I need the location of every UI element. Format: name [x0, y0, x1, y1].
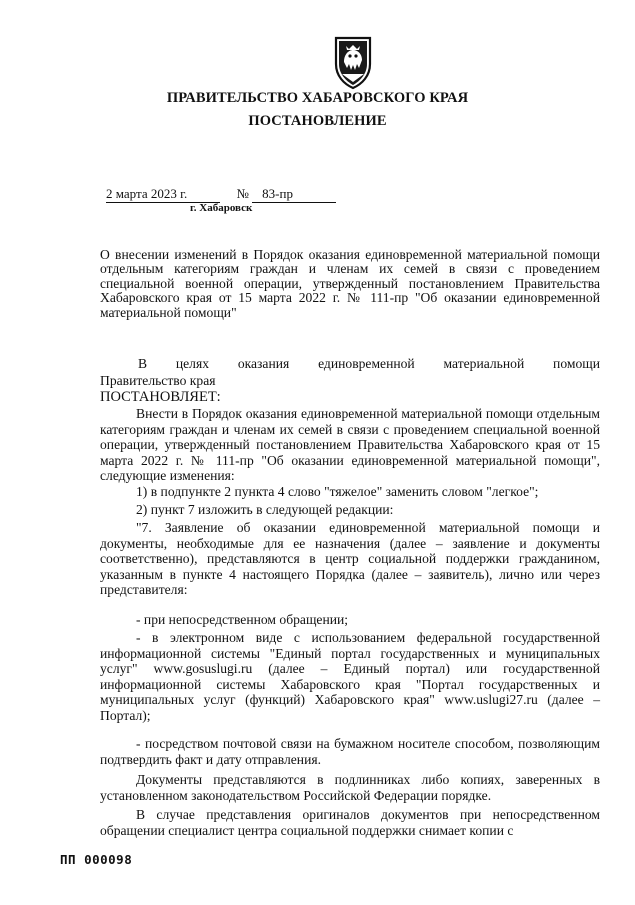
city-label: г. Хабаровск	[190, 202, 253, 214]
government-title: ПРАВИТЕЛЬСТВО ХАБАРОВСКОГО КРАЯ	[166, 90, 469, 106]
paragraph-documents: Документы представляются в подлинниках либо копиях, заверенных в установленном законодательством Российской Федерации порядке.	[100, 772, 600, 803]
date-number-row	[106, 186, 336, 203]
paragraph-item-2: 2) пункт 7 изложить в следующей редакции:	[136, 502, 394, 517]
intro-line-2: Правительство края	[100, 373, 216, 388]
document-type-title: ПОСТАНОВЛЕНИЕ	[248, 113, 387, 129]
document-subject: О внесении изменений в Порядок оказания единовременной материальной помощи отдельным категориям граждан и членам их семей в связи с проведением специальной военной операции, утвержденный постановлением Правительства Хабаровского края от 15 марта 2022 г. № 111-пр "Об оказании единовременной материальной помощи"	[100, 247, 600, 320]
form-code: ПП 000098	[60, 852, 133, 867]
paragraph-point-7: "7. Заявление об оказании единовременной материальной помощи и документы, необходимые для ее назначения (далее – заявление и документы соответственно), представляются в центр социальной поддержки гражданином, указанным в пункте 4 настоящего Порядка (далее – заявитель), лично или через представителя:	[100, 520, 600, 598]
paragraph-item-1: 1) в подпункте 2 пункта 4 слово "тяжелое" заменить словом "легкое";	[136, 484, 539, 499]
paragraph-main-change: Внести в Порядок оказания единовременной материальной помощи отдельным категориям граждан и членам их семей в связи с проведением специальной военной операции, утвержденный постановлением Правительства Хабаровского края от 15 марта 2022 г. № 111-пр "Об оказании единовременной материальной помощи", следующие изменения:	[100, 406, 600, 484]
number-sign: №	[236, 186, 249, 201]
document-number: 83-пр	[252, 186, 336, 203]
paragraph-postal: - посредством почтовой связи на бумажном носителе способом, позволяющим подтвердить факт и дату отправления.	[100, 736, 600, 767]
paragraph-electronic: - в электронном виде с использованием федеральной государственной информационной системы "Единый портал государственных и муниципальных услуг" www.gosuslugi.ru (далее – Единый портал) или государственной информационной системы Хабаровского края "Портал государственных и муниципальных услуг (функций) Хабаровского края" www.uslugi27.ru (далее – Портал);	[100, 630, 600, 723]
paragraph-originals: В случае представления оригиналов документов при непосредственном обращении специалист центра социальной поддержки снимает копии с	[100, 807, 600, 838]
intro-line-1: В целях оказания единовременной материальной помощи	[138, 356, 600, 371]
resolve-heading: ПОСТАНОВЛЯЕТ:	[100, 389, 221, 405]
document-date: 2 марта 2023 г.	[106, 186, 220, 203]
coat-of-arms-icon	[330, 34, 376, 90]
paragraph-in-person: - при непосредственном обращении;	[136, 612, 349, 627]
